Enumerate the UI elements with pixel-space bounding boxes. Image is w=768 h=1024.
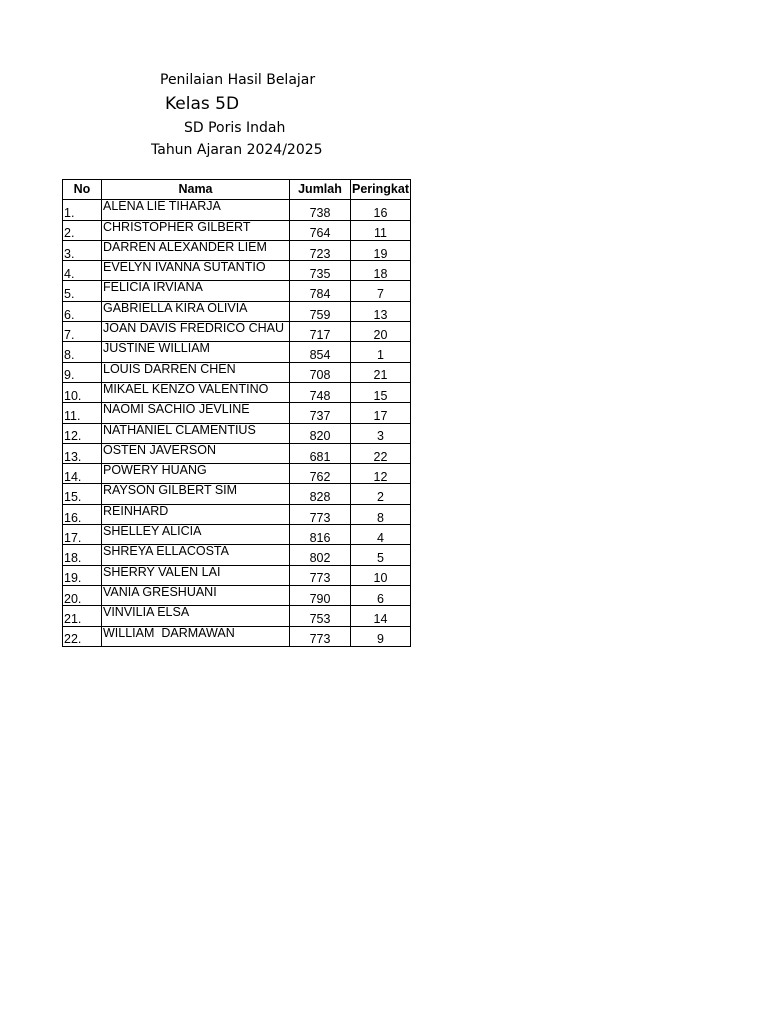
rank: 18 (351, 261, 411, 281)
row-number: 22. (63, 626, 102, 646)
table-row (63, 626, 411, 646)
student-name: REINHARD (102, 504, 290, 524)
table-row (63, 240, 411, 260)
total-score: 828 (290, 484, 351, 504)
total-score: 717 (290, 322, 351, 342)
table-row (63, 220, 411, 240)
total-score: 764 (290, 220, 351, 240)
total-score: 854 (290, 342, 351, 362)
table-row (63, 301, 411, 321)
table-row (63, 261, 411, 281)
rank: 2 (351, 484, 411, 504)
table-row (63, 504, 411, 524)
student-name: VINVILIA ELSA (102, 606, 290, 626)
rank: 4 (351, 525, 411, 545)
table-row (63, 382, 411, 402)
total-score: 816 (290, 525, 351, 545)
total-score: 681 (290, 443, 351, 463)
total-score: 723 (290, 240, 351, 260)
student-name: SHELLEY ALICIA (102, 525, 290, 545)
row-number: 16. (63, 504, 102, 524)
total-score: 773 (290, 565, 351, 585)
rank: 22 (351, 443, 411, 463)
total-score: 708 (290, 362, 351, 382)
column-header-no: No (63, 180, 102, 200)
table-header-row (63, 180, 411, 200)
total-score: 748 (290, 382, 351, 402)
rank: 21 (351, 362, 411, 382)
rank: 6 (351, 585, 411, 605)
row-number: 6. (63, 301, 102, 321)
rank: 17 (351, 403, 411, 423)
rank: 8 (351, 504, 411, 524)
grades-table (62, 179, 411, 647)
row-number: 5. (63, 281, 102, 301)
class-name-text: Kelas 5D (165, 94, 240, 114)
table-row (63, 565, 411, 585)
column-header-jumlah: Jumlah (290, 180, 351, 200)
row-number: 12. (63, 423, 102, 443)
rank: 13 (351, 301, 411, 321)
student-name: GABRIELLA KIRA OLIVIA (102, 301, 290, 321)
row-number: 13. (63, 443, 102, 463)
rank: 10 (351, 565, 411, 585)
total-score: 773 (290, 626, 351, 646)
table-row (63, 525, 411, 545)
student-name: JUSTINE WILLIAM (102, 342, 290, 362)
row-number: 10. (63, 382, 102, 402)
column-header-nama: Nama (102, 180, 290, 200)
rank: 5 (351, 545, 411, 565)
table-row (63, 484, 411, 504)
row-number: 17. (63, 525, 102, 545)
row-number: 1. (63, 200, 102, 220)
row-number: 18. (63, 545, 102, 565)
total-score: 773 (290, 504, 351, 524)
student-name: RAYSON GILBERT SIM (102, 484, 290, 504)
rank: 3 (351, 423, 411, 443)
rank: 14 (351, 606, 411, 626)
column-header-peringkat: Peringkat (351, 180, 411, 200)
total-score: 762 (290, 464, 351, 484)
table-row (63, 545, 411, 565)
row-number: 9. (63, 362, 102, 382)
total-score: 737 (290, 403, 351, 423)
table-row (63, 342, 411, 362)
rank: 19 (351, 240, 411, 260)
student-name: JOAN DAVIS FREDRICO CHAU (102, 322, 290, 342)
student-name: SHREYA ELLACOSTA (102, 545, 290, 565)
table-row (63, 423, 411, 443)
student-name: WILLIAM DARMAWAN (102, 626, 290, 646)
student-name: CHRISTOPHER GILBERT (102, 220, 290, 240)
table-row (63, 362, 411, 382)
total-score: 738 (290, 200, 351, 220)
row-number: 2. (63, 220, 102, 240)
student-name: ALENA LIE TIHARJA (102, 200, 290, 220)
table-row (63, 443, 411, 463)
table-row (63, 606, 411, 626)
row-number: 11. (63, 403, 102, 423)
student-name: MIKAEL KENZO VALENTINO (102, 382, 290, 402)
row-number: 14. (63, 464, 102, 484)
rank: 16 (351, 200, 411, 220)
rank: 1 (351, 342, 411, 362)
table-row (63, 200, 411, 220)
student-name: NAOMI SACHIO JEVLINE (102, 403, 290, 423)
rank: 20 (351, 322, 411, 342)
academic-year-text: Tahun Ajaran 2024/2025 (151, 142, 323, 158)
total-score: 784 (290, 281, 351, 301)
table-row (63, 585, 411, 605)
row-number: 20. (63, 585, 102, 605)
table-row (63, 322, 411, 342)
row-number: 7. (63, 322, 102, 342)
student-name: OSTEN JAVERSON (102, 443, 290, 463)
student-name: POWERY HUANG (102, 464, 290, 484)
rank: 12 (351, 464, 411, 484)
row-number: 15. (63, 484, 102, 504)
table-row (63, 464, 411, 484)
student-name: EVELYN IVANNA SUTANTIO (102, 261, 290, 281)
report-title-text: Penilaian Hasil Belajar (160, 72, 316, 88)
row-number: 3. (63, 240, 102, 260)
row-number: 19. (63, 565, 102, 585)
rank: 11 (351, 220, 411, 240)
rank: 7 (351, 281, 411, 301)
student-name: LOUIS DARREN CHEN (102, 362, 290, 382)
student-name: VANIA GRESHUANI (102, 585, 290, 605)
total-score: 759 (290, 301, 351, 321)
table-row (63, 403, 411, 423)
row-number: 4. (63, 261, 102, 281)
student-name: SHERRY VALEN LAI (102, 565, 290, 585)
total-score: 790 (290, 585, 351, 605)
school-name-text: SD Poris Indah (184, 120, 286, 136)
rank: 15 (351, 382, 411, 402)
total-score: 802 (290, 545, 351, 565)
total-score: 735 (290, 261, 351, 281)
student-name: FELICIA IRVIANA (102, 281, 290, 301)
row-number: 8. (63, 342, 102, 362)
table-row (63, 281, 411, 301)
row-number: 21. (63, 606, 102, 626)
total-score: 753 (290, 606, 351, 626)
total-score: 820 (290, 423, 351, 443)
student-name: NATHANIEL CLAMENTIUS (102, 423, 290, 443)
student-name: DARREN ALEXANDER LIEM (102, 240, 290, 260)
rank: 9 (351, 626, 411, 646)
